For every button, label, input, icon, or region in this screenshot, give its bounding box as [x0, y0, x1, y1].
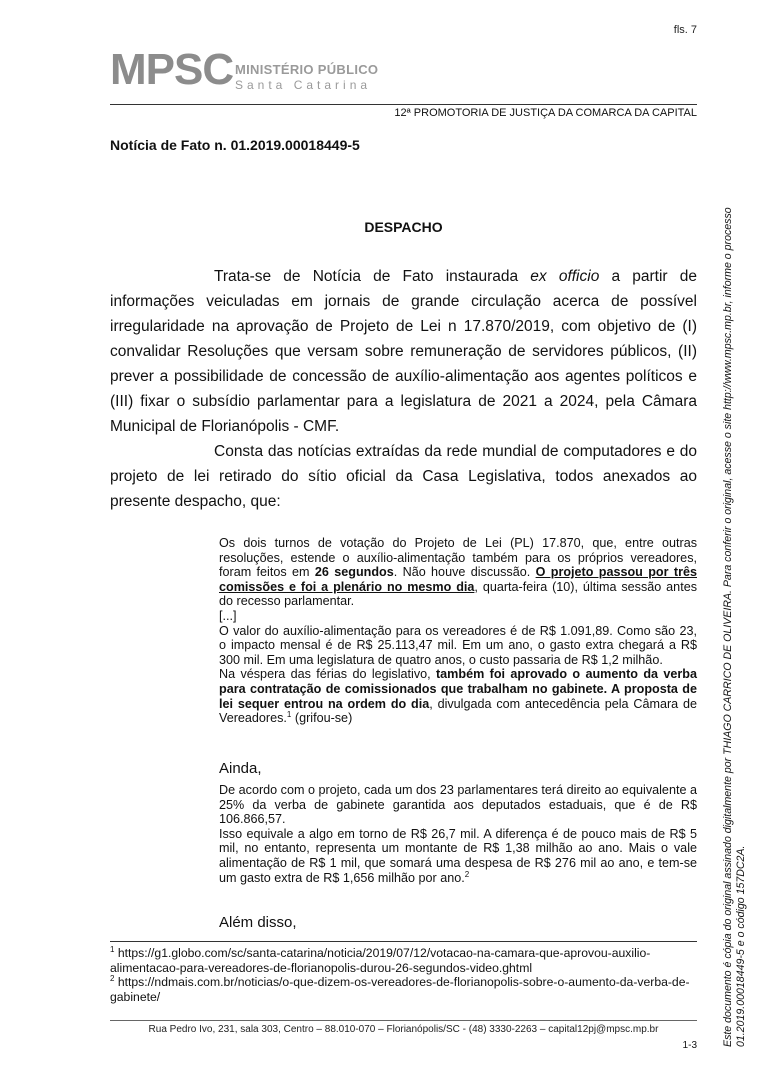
- footnotes: [110, 946, 697, 1004]
- ainda-label: Ainda,: [219, 760, 262, 777]
- q1-e: , quarta-feira (10), última sessão antes do recesso parlamentar.: [219, 579, 697, 609]
- quote1-ellipsis: [...]: [219, 608, 237, 623]
- footnote-2-text: https://ndmais.com.br/noticias/o-que-dizem-os-vereadores-de-florianopolis-sobre-o-aumento-da-verba-de-gabinete/: [110, 975, 690, 1004]
- p1-text-b: a partir de informações veiculadas em jornais de grande circulação acerca de possível irregularidade na aprovação de Projeto de Lei n 17.870/2019, com objetivo de (I) convalidar Resoluções que versam sobre remuneração de servidores públicos, (II) prever a possibilidade de concessão de auxílio-alimentação aos agentes políticos e (III) fixar o subsídio parlamentar para a legislatura de 2021 a 2024, pela Câmara Municipal de Florianópolis - CMF.: [110, 268, 697, 435]
- footnote-divider: [110, 941, 697, 942]
- q2-b: Isso equivale a algo em torno de R$ 26,7 mil. A diferença é de pouco mais de R$ 5 mil, no entanto, representa um montante de R$ 1,38 milhão ao ano. Mais o vale alimentação de R$ 1 mil, que somará uma despesa de R$ 276 mil ao ano, e tem-se um gasto extra de R$ 1,656 milhão por ano.: [219, 826, 697, 885]
- page-number: 1-3: [682, 1040, 697, 1051]
- q1-i: , divulgada com antecedência pela Câmara de Vereadores.: [219, 696, 697, 726]
- despacho-heading: DESPACHO: [364, 219, 443, 235]
- noticia-title: Notícia de Fato n. 01.2019.00018449-5: [110, 137, 360, 153]
- footnote-1: [110, 946, 697, 975]
- alem-label: Além disso,: [219, 914, 297, 931]
- logo-title: MINISTÉRIO PÚBLICO: [235, 62, 379, 77]
- footnote-2-num: 2: [110, 973, 115, 983]
- footer-address: Rua Pedro Ivo, 231, sala 303, Centro – 88.010-070 – Florianópolis/SC - (48) 3330-2263 – capital12pj@mpsc.mp.br: [148, 1024, 659, 1035]
- q1-c: . Não houve discussão.: [393, 565, 536, 580]
- digital-signature-note: Este documento é cópia do original assinado digitalmente por THIAGO CARRICO DE OLIVEIRA. Para conferir o original, acesse o site http://www.mpsc.mp.br, informe o processo 01.2019.00018449-5 e o código 157DC2A.: [722, 207, 747, 1047]
- citation-2: [219, 783, 697, 885]
- footnote-2: [110, 975, 697, 1004]
- p1-text-a: Trata-se de Notícia de Fato instaurada: [214, 268, 531, 285]
- logo-subtitle: Santa Catarina: [235, 78, 372, 92]
- citation-1: [219, 536, 697, 726]
- footer-divider: [110, 1020, 697, 1021]
- quote1-para-3: [219, 667, 697, 725]
- footnote-1-text: https://g1.globo.com/sc/santa-catarina/noticia/2019/07/12/votacao-na-camara-que-aprovou-auxilio-alimentacao-para-vereadores-de-florianopolis-durou-26-segundos-video.ghtml: [110, 946, 651, 975]
- header-divider: [110, 104, 697, 105]
- paragraph-2: Consta das notícias extraídas da rede mundial de computadores e do projeto de lei retirado do sítio oficial da Casa Legislativa, todos anexados ao presente despacho, que:: [110, 443, 697, 510]
- footnote-1-num: 1: [110, 944, 115, 954]
- q1-a: Os dois turnos de votação do Projeto de Lei (PL) 17.870, que, entre outras resoluções, estende o auxílio-alimentação também para os próprios vereadores, foram feitos em: [219, 536, 697, 580]
- q1-g: Na véspera das férias do legislativo,: [219, 667, 436, 682]
- quote2-para-2: [219, 827, 697, 885]
- q1-j: (grifou-se): [291, 711, 353, 726]
- quote1-para-2: O valor do auxílio-alimentação para os vereadores é de R$ 1.091,89. Como são 23, o impacto mensal é de R$ 25.113,47 mil. Em um ano, o gasto extra chegará a R$ 300 mil. Em uma legislatura de quatro anos, o custo passaria de R$ 1,2 milhão.: [219, 623, 697, 667]
- promotoria-label: 12ª PROMOTORIA DE JUSTIÇA DA COMARCA DA CAPITAL: [394, 107, 697, 119]
- q1-d: O projeto passou por três comissões e foi a plenário no mesmo dia: [219, 565, 697, 594]
- footnote-ref-2: 2: [464, 869, 470, 879]
- page-label: fls. 7: [673, 24, 697, 36]
- p1-emphasis: ex officio: [530, 268, 600, 285]
- footnote-ref-1: 1: [286, 709, 292, 719]
- quote1-para-1: [219, 536, 697, 609]
- paragraph-1: [110, 264, 697, 439]
- logo-brand: MPSC: [110, 45, 234, 94]
- quote2-para-1: De acordo com o projeto, cada um dos 23 parlamentares terá direito ao equivalente a 25% da verba de gabinete garantida aos deputados estaduais, que é de R$ 106.866,57.: [219, 783, 697, 827]
- intro-paragraphs: [110, 264, 697, 514]
- q1-b: 26 segundos: [314, 565, 394, 580]
- mpsc-logo: [110, 45, 410, 104]
- q1-h: também foi aprovado o aumento da verba para contratação de comissionados que trabalham no gabinete. A proposta de lei sequer entrou na ordem do dia: [219, 667, 697, 711]
